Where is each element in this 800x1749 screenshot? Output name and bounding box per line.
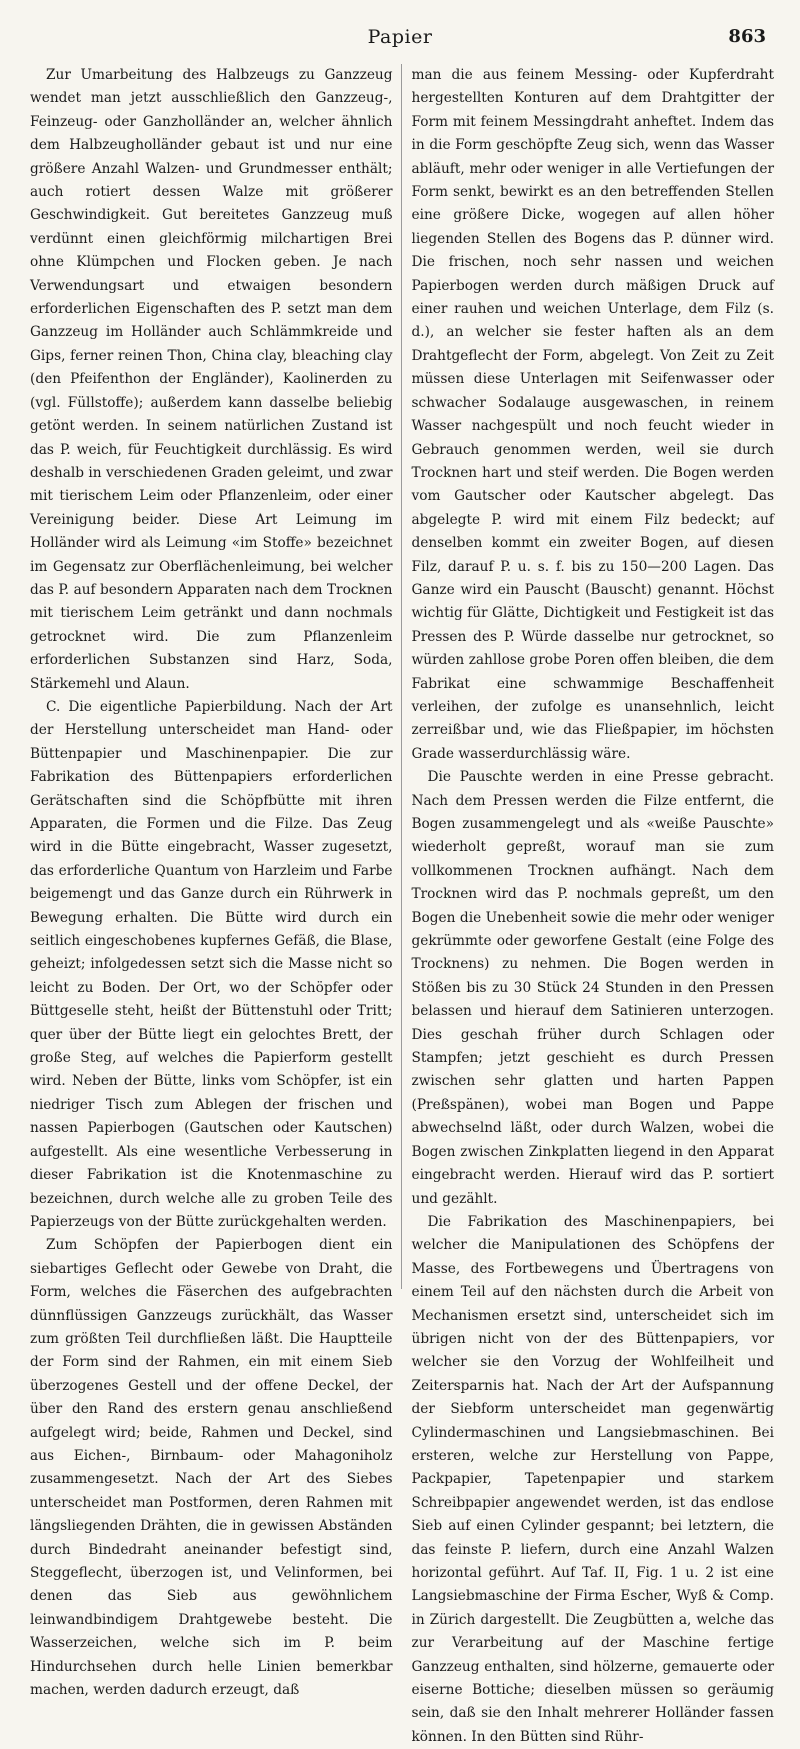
page-header: [0, 26, 800, 56]
paragraph: Zur Umarbeitung des Halbzeugs zu Ganzzeug wendet man jetzt ausschließlich den Ganzzeug-, Feinzeug- oder Ganzholländer an, welcher ähnlich dem Halbzeugholländer gebaut ist und nur eine größere Anzahl Walzen- und Grundmesser enthält; auch rotiert dessen Walze mit größerer Geschwindigkeit. Gut bereitetes Ganzzeug muß verdünnt einen gleichförmig milchartigen Brei ohne Klümpchen und Flocken geben. Je nach Verwendungsart und etwaigen besondern erforderlichen Eigenschaften des P. setzt man dem Ganzzeug im Holländer auch Schlämmkreide und Gips, ferner reinen Thon, China clay, bleaching clay (den Pfeifenthon der Engländer), Kaolinerden zu (vgl. Füllstoffe); außerdem kann dasselbe beliebig getönt werden. In seinem natürlichen Zustand ist das P. weich, für Feuchtigkeit durchlässig. Es wird deshalb in verschiedenen Graden geleimt, und zwar mit tierischem Leim oder Pflanzenleim, oder einer Vereinigung beider. Diese Art Leimung im Holländer wird als Leimung «im Stoffe» bezeichnet im Gegensatz zur Oberflächenleimung, bei welcher das P. auf besondern Apparaten nach dem Trocknen mit tierischem Leim getränkt und dann nochmals getrocknet wird. Die zum Pflanzenleim erforderlichen Substanzen sind Harz, Soda, Stärkemehl und Alaun.: [30, 67, 393, 692]
left-column: [30, 64, 402, 1699]
page-number: 863: [728, 26, 766, 47]
paragraph: C. Die eigentliche Papierbildung. Nach der Art der Herstellung unterscheidet man Hand- oder Büttenpapier und Maschinenpapier. Die zur Fabrikation des Büttenpapiers erforderlichen Gerätschaften sind die Schöpfbütte mit ihren Apparaten, die Formen und die Filze. Das Zeug wird in die Bütte eingebracht, Wasser zugesetzt, das erforderliche Quantum von Harzleim und Farbe beigemengt und das Ganze durch ein Rührwerk in Bewegung erhalten. Die Bütte wird durch ein seitlich eingeschobenes kupfernes Gefäß, die Blase, geheizt; infolgedessen setzt sich die Masse nicht so leicht zu Boden. Der Ort, wo der Schöpfer oder Büttgeselle steht, heißt der Büttenstuhl oder Tritt; quer über der Bütte liegt ein gelochtes Brett, der große Steg, auf welches die Papierform gestellt wird. Neben der Bütte, links vom Schöpfer, ist ein niedriger Tisch zum Ablegen der frischen und nassen Papierbogen (Gautschen oder Kautschen) aufgestellt. Als eine wesentliche Verbesserung in dieser Fabrikation ist die Knotenmaschine zu bezeichnen, durch welche alle zu groben Teile des Papierzeugs von der Bütte zurückgehalten werden.: [30, 698, 393, 1230]
paragraph: Zum Schöpfen der Papierbogen dient ein siebartiges Geflecht oder Gewebe von Draht, die Form, welches die Fäserchen des aufgebrachten dünnflüssigen Ganzzeugs zurückhält, das Wasser zum größten Teil durchfließen läßt. Die Hauptteile der Form sind der Rahmen, ein mit einem Sieb überzogenes Gestell und der offene Deckel, der über den Rand des erstern genau anschließend aufgelegt wird; beide, Rahmen und Deckel, sind aus Eichen-, Birnbaum- oder Mahagoniholz zusammengesetzt. Nach der Art des Siebes unterscheidet man Postformen, deren Rahmen mit längsliegenden Drähten, die in gewissen Abständen durch Bindedraht aneinander befestigt sind, Steggeflecht, überzogen ist, und Velinformen, bei denen das Sieb aus gewöhnlichem leinwandbindigem Drahtgewebe besteht. Die Wasserzeichen, welche sich im P. beim Hindurchsehen durch helle Linien bemerkbar machen, werden dadurch erzeugt, daß: [30, 1237, 393, 1699]
paragraph: Die Pauschte werden in eine Presse gebracht. Nach dem Pressen werden die Filze entfernt, die Bogen zusammengelegt und als «weiße Pauschte» wiederholt gepreßt, worauf man sie zum vollkommenen Trocknen aufhängt. Nach dem Trocknen wird das P. nochmals gepreßt, um den Bogen die Unebenheit sowie die mehr oder weniger gekrümmte oder geworfene Gestalt (eine Folge des Trocknens) zu nehmen. Die Bogen werden in Stößen bis zu 30 Stück 24 Stunden in den Pressen belassen und hierauf dem Satinieren unterzogen. Dies geschah früher durch Schlagen oder Stampfen; jetzt geschieht es durch Pressen zwischen sehr glatten und harten Pappen (Preßspänen), wobei man Bogen und Pappe abwechselnd läßt, oder durch Walzen, wobei die Bogen zwischen Zinkplatten liegend in den Apparat eingebracht werden. Hierauf wird das P. sortiert und gezählt.: [411, 769, 774, 1207]
paragraph: man die aus feinem Messing- oder Kupferdraht hergestellten Konturen auf dem Drahtgitter der Form mit feinem Messingdraht anheftet. Indem das in die Form geschöpfte Zeug sich, wenn das Wasser abläuft, mehr oder weniger in alle Vertiefungen der Form senkt, bewirkt es an den betreffenden Stellen eine größere Dicke, wogegen auf allen höher liegenden Stellen des Bogens das P. dünner wird. Die frischen, noch sehr nassen und weichen Papierbogen werden durch mäßigen Druck auf einer rauhen und weichen Unterlage, dem Filz (s. d.), an welcher sie fester haften als an dem Drahtgeflecht der Form, abgelegt. Von Zeit zu Zeit müssen diese Unterlagen mit Seifenwasser oder schwacher Sodalauge ausgewaschen, in reinem Wasser nachgespült und noch feucht wieder in Gebrauch genommen werden, weil sie durch Trocknen hart und steif werden. Die Bogen werden vom Gautscher oder Kautscher abgelegt. Das abgelegte P. wird mit einem Filz bedeckt; auf denselben kommt ein zweiter Bogen, auf diesen Filz, darauf P. u. s. f. bis zu 150—200 Lagen. Das Ganze wird ein Pauscht (Bauscht) genannt. Höchst wichtig für Glätte, Dichtigkeit und Festigkeit ist das Pressen des P. Würde dasselbe nur getrocknet, so würden zahllose grobe Poren offen bleiben, die dem Fabrikat eine schwammige Beschaffenheit verleihen, der zufolge es unansehnlich, leicht zerreißbar und, wie das Fließpapier, im höchsten Grade wasserdurchlässig wäre.: [411, 67, 774, 762]
paragraph: Die Fabrikation des Maschinenpapiers, bei welcher die Manipulationen des Schöpfens der Masse, des Fortbewegens und Übertragens von einem Teil auf den nächsten durch die Arbeit von Mechanismen ersetzt sind, unterscheidet sich im übrigen nicht von der des Büttenpapiers, vor welcher sie den Vorzug der Wohlfeilheit und Zeitersparnis hat. Nach der Art der Aufspannung der Siebform unterscheidet man gegenwärtig Cylindermaschinen und Langsiebmaschinen. Bei ersteren, welche zur Herstellung von Pappe, Packpapier, Tapetenpapier und starkem Schreibpapier angewendet werden, ist das endlose Sieb auf einen Cylinder gespannt; bei letztern, die das feinste P. liefern, durch eine Anzahl Walzen horizontal geführt. Auf Taf. II, Fig. 1 u. 2 ist eine Langsiebmaschine der Firma Escher, Wyß & Comp. in Zürich dargestellt. Die Zeugbütten a, welche das zur Verarbeitung auf der Maschine fertige Ganzzeug enthalten, sind hölzerne, gemauerte oder eiserne Bottiche; dieselben müssen so geräumig sein, daß sie den Inhalt mehrerer Holländer fassen können. In den Bütten sind Rühr-: [411, 1213, 774, 1745]
running-head: Papier: [367, 26, 433, 48]
right-column: [411, 64, 775, 1745]
text-columns: [30, 64, 774, 1745]
